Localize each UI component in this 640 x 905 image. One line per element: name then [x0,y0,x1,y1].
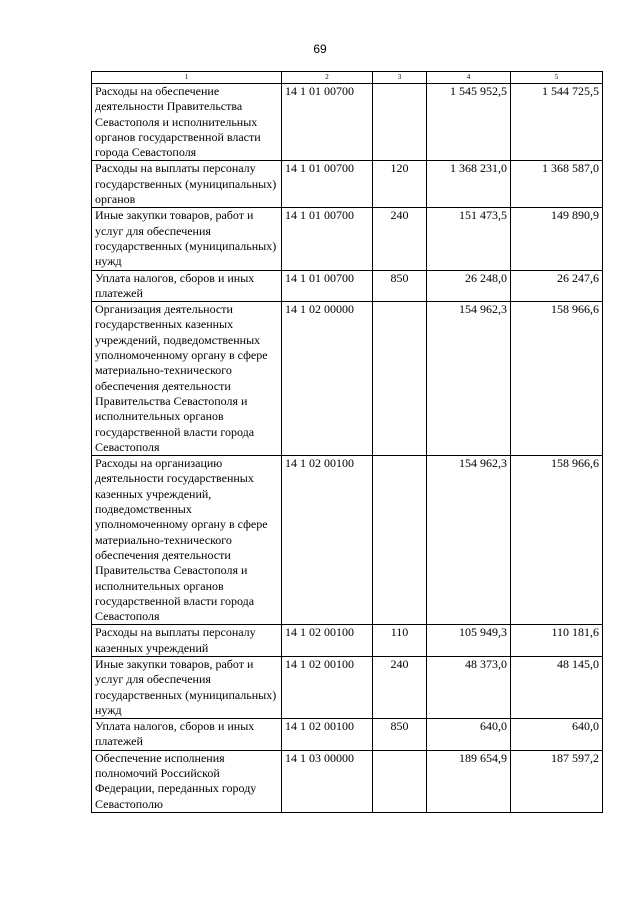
row-code: 14 1 02 00100 [282,656,373,718]
row-expense-type: 110 [373,625,427,657]
row-code: 14 1 02 00100 [282,456,373,625]
row-expense-type [373,750,427,812]
row-name: Иные закупки товаров, работ и услуг для обеспечения государственных (муниципальных) нужд [92,656,282,718]
row-name: Расходы на выплаты персоналу государственных (муниципальных) органов [92,161,282,208]
row-name: Организация деятельности государственных казенных учреждений, подведомственных уполномоченному органу в сфере материально-технического обеспечения деятельности Правительства Севастополя и исполнительных органов государственной власти города Севастополя [92,302,282,456]
row-name: Уплата налогов, сборов и иных платежей [92,719,282,751]
row-amount-5: 158 966,6 [511,456,603,625]
row-amount-4: 189 654,9 [427,750,511,812]
row-code: 14 1 01 00700 [282,161,373,208]
row-name: Иные закупки товаров, работ и услуг для обеспечения государственных (муниципальных) нужд [92,208,282,270]
row-expense-type: 850 [373,719,427,751]
table-row [92,161,603,208]
row-amount-4: 105 949,3 [427,625,511,657]
row-code: 14 1 02 00000 [282,302,373,456]
row-amount-4: 26 248,0 [427,270,511,302]
row-name: Обеспечение исполнения полномочий Российской Федерации, переданных городу Севастополю [92,750,282,812]
row-code: 14 1 03 00000 [282,750,373,812]
row-amount-4: 640,0 [427,719,511,751]
table-row [92,625,603,657]
row-expense-type: 240 [373,656,427,718]
row-amount-5: 48 145,0 [511,656,603,718]
row-expense-type: 240 [373,208,427,270]
column-header-1: 1 [92,72,282,84]
header-row [92,72,603,84]
row-code: 14 1 01 00700 [282,208,373,270]
row-amount-4: 1 368 231,0 [427,161,511,208]
table-row [92,270,603,302]
row-amount-5: 149 890,9 [511,208,603,270]
row-code: 14 1 01 00700 [282,84,373,161]
row-expense-type: 120 [373,161,427,208]
row-name: Уплата налогов, сборов и иных платежей [92,270,282,302]
table-row [92,208,603,270]
column-header-5: 5 [511,72,603,84]
column-header-2: 2 [282,72,373,84]
table-row [92,750,603,812]
row-amount-5: 187 597,2 [511,750,603,812]
page-number: 69 [313,42,327,56]
row-amount-5: 26 247,6 [511,270,603,302]
column-header-4: 4 [427,72,511,84]
row-amount-4: 154 962,3 [427,302,511,456]
table-row [92,456,603,625]
row-expense-type: 850 [373,270,427,302]
row-amount-5: 1 368 587,0 [511,161,603,208]
table-row [92,719,603,751]
row-name: Расходы на организацию деятельности государственных казенных учреждений, подведомственных уполномоченному органу в сфере материально-технического обеспечения деятельности Правительства Севастополя и исполнительных органов государственной власти города Севастополя [92,456,282,625]
row-code: 14 1 01 00700 [282,270,373,302]
row-expense-type [373,456,427,625]
row-amount-4: 151 473,5 [427,208,511,270]
row-expense-type [373,84,427,161]
table-row [92,84,603,161]
row-amount-4: 1 545 952,5 [427,84,511,161]
row-name: Расходы на выплаты персоналу казенных учреждений [92,625,282,657]
row-amount-5: 158 966,6 [511,302,603,456]
row-amount-4: 154 962,3 [427,456,511,625]
row-amount-4: 48 373,0 [427,656,511,718]
column-header-3: 3 [373,72,427,84]
row-code: 14 1 02 00100 [282,625,373,657]
row-amount-5: 1 544 725,5 [511,84,603,161]
row-amount-5: 110 181,6 [511,625,603,657]
row-name: Расходы на обеспечение деятельности Правительства Севастополя и исполнительных органов государственной власти города Севастополя [92,84,282,161]
budget-table [91,71,603,813]
row-code: 14 1 02 00100 [282,719,373,751]
row-expense-type [373,302,427,456]
row-amount-5: 640,0 [511,719,603,751]
table-row [92,656,603,718]
table-row [92,302,603,456]
